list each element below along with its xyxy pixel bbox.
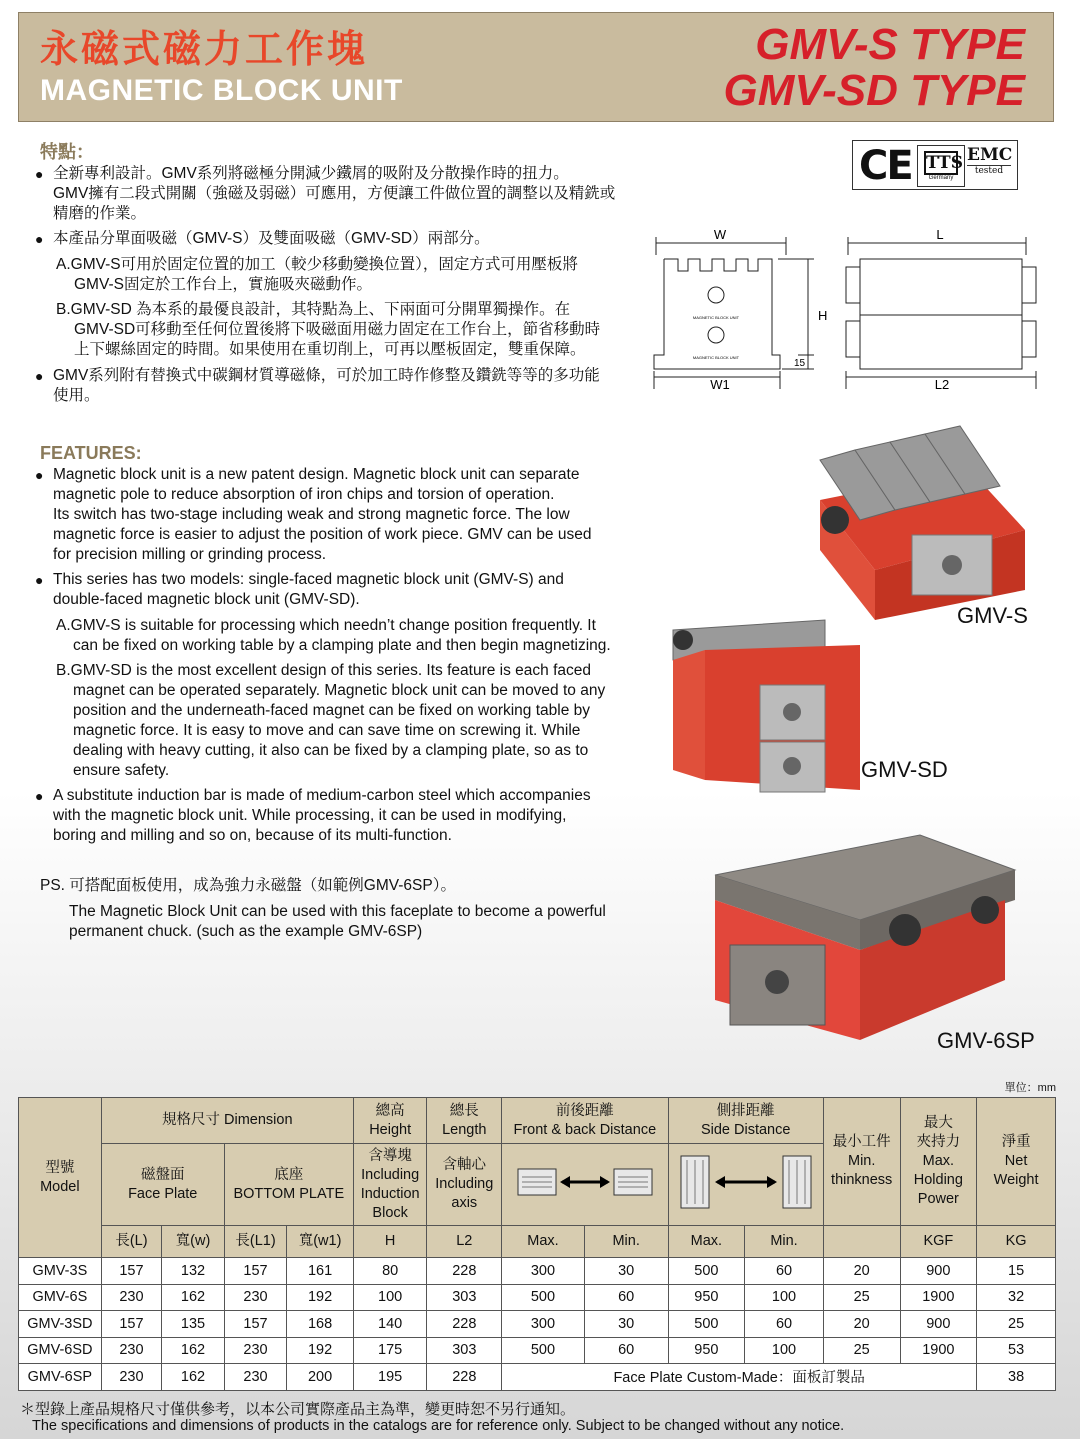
value-cell: 500 — [668, 1311, 745, 1338]
dim-l2: L2 — [934, 377, 950, 392]
zh-item-a: A.GMV-S可用於固定位置的加工（較少移動變換位置），固定方式可用壓板將 GMV-S固定於工作台上，實施吸夾磁動作。 — [56, 256, 578, 293]
zh-bullet-3: ● GMV系列附有替換式中碳鋼材質導磁條，可於加工時作修整及鑽銑等等的多功能 使用。 — [35, 367, 600, 404]
caption-gmv-sd: GMV-SD — [861, 757, 948, 782]
value-cell: 15 — [977, 1258, 1056, 1285]
value-cell: 900 — [900, 1258, 977, 1285]
specification-table — [18, 1097, 1056, 1391]
side-distance-header: 側排距離 Side Distance — [668, 1098, 823, 1144]
gmv-s-product-image — [800, 420, 1040, 630]
table-row — [19, 1364, 1056, 1391]
value-cell: 192 — [287, 1284, 354, 1311]
value-cell: 38 — [977, 1364, 1056, 1391]
ps-english: The Magnetic Block Unit can be used with this faceplate to become a powerful permanent chuck. (such as the example GMV-6SP) — [69, 903, 606, 940]
en-bullet-3: ● A substitute induction bar is made of medium-carbon steel which accompanies with the magnetic block unit. While processing, it can be used in modifying, boring and milling and so on, because of its multi-function. — [35, 787, 591, 844]
bullet-icon: ● — [35, 231, 44, 247]
value-cell: 60 — [584, 1284, 668, 1311]
bottom-plate-header: 底座 BOTTOM PLATE — [224, 1144, 353, 1226]
value-cell: 230 — [101, 1364, 162, 1391]
value-cell: 157 — [224, 1258, 287, 1285]
value-cell: 500 — [502, 1284, 585, 1311]
value-cell: 135 — [162, 1311, 225, 1338]
model-cell: GMV-6S — [19, 1284, 102, 1311]
en-bullet-2: ● This series has two models: single-faced magnetic block unit (GMV-S) and double-faced magnetic block unit (GMV-SD). — [35, 571, 564, 608]
title-english: MAGNETIC BLOCK UNIT — [40, 74, 403, 107]
caption-gmv-6sp: GMV-6SP — [937, 1028, 1035, 1053]
value-cell: 100 — [353, 1284, 427, 1311]
value-cell: 1900 — [900, 1337, 977, 1364]
value-cell: 950 — [668, 1337, 745, 1364]
value-cell: 100 — [745, 1337, 824, 1364]
en-item-a: A.GMV-S is suitable for processing which needn’t change position frequently. It can be fixed on working table by a clamping plate and then begin magnetizing. — [56, 617, 611, 654]
value-cell: 162 — [162, 1337, 225, 1364]
caption-gmv-s: GMV-S — [957, 603, 1028, 628]
value-cell: 192 — [287, 1337, 354, 1364]
max-holding-header: 最大 夾持力 Max. Holding Power — [900, 1098, 977, 1226]
value-cell: 132 — [162, 1258, 225, 1285]
length-incl-header: 含軸心 Including axis — [427, 1144, 502, 1226]
dim-w1: W1 — [710, 377, 730, 392]
value-cell: 300 — [502, 1258, 585, 1285]
value-cell: 30 — [584, 1311, 668, 1338]
value-cell: 80 — [353, 1258, 427, 1285]
model-header: 型號 Model — [19, 1098, 102, 1258]
value-cell: 228 — [427, 1258, 502, 1285]
dim-h: H — [818, 308, 828, 323]
en-bullet-1: ● Magnetic block unit is a new patent design. Magnetic block unit can separate magnetic pole to reduce absorption of iron chips and torsion of operation. Its switch has two-stage including weak and strong magnetic force. The low magnetic force is easier to adjust the position of work piece. GMV can be used for precision milling or grinding process. — [35, 466, 592, 563]
bullet-icon: ● — [35, 166, 44, 182]
gmv-sd-product-image — [665, 600, 865, 800]
bullet-icon: ● — [35, 368, 44, 384]
value-cell: 228 — [427, 1364, 502, 1391]
value-cell: 157 — [101, 1311, 162, 1338]
en-heading: FEATURES: — [40, 443, 142, 463]
emc-logo: EMC tested — [967, 145, 1013, 176]
value-cell: 228 — [427, 1311, 502, 1338]
table-row — [19, 1337, 1056, 1364]
diagram-label-bottom: MAGNETIC BLOCK UNIT — [692, 355, 740, 360]
value-cell: 60 — [745, 1311, 824, 1338]
value-cell: 230 — [101, 1337, 162, 1364]
zh-bullet-2: ● 本產品分單面吸磁（GMV-S）及雙面吸磁（GMV-SD）兩部分。 — [35, 230, 490, 247]
table-row — [19, 1258, 1056, 1285]
table-row — [19, 1284, 1056, 1311]
side-distance-diagram — [668, 1144, 823, 1226]
value-cell: 500 — [502, 1337, 585, 1364]
value-cell: 60 — [584, 1337, 668, 1364]
footnote-english: The specifications and dimensions of products in the catalogs are for reference only. Subject to be changed without any notice. — [32, 1418, 845, 1434]
value-cell: 20 — [823, 1311, 900, 1338]
value-cell: 230 — [224, 1284, 287, 1311]
bullet-icon: ● — [35, 788, 44, 804]
model-cell: GMV-3S — [19, 1258, 102, 1285]
value-cell: 53 — [977, 1337, 1056, 1364]
value-cell: 157 — [101, 1258, 162, 1285]
value-cell: 175 — [353, 1337, 427, 1364]
value-cell: 303 — [427, 1284, 502, 1311]
value-cell: 60 — [745, 1258, 824, 1285]
gmv-6sp-product-image — [700, 830, 1030, 1050]
type-gmv-s: GMV-S TYPE — [755, 20, 1025, 69]
value-cell: 25 — [977, 1311, 1056, 1338]
ce-mark: CE — [859, 143, 912, 189]
model-cell: GMV-6SD — [19, 1337, 102, 1364]
unit-label: 單位：mm — [1004, 1082, 1056, 1094]
value-cell: 500 — [668, 1258, 745, 1285]
value-cell: 168 — [287, 1311, 354, 1338]
units-row: 長(L) 寬(w) 長(L1) 寬(w1) H L2 Max. Min. Max. Min. KGF KG — [19, 1226, 1056, 1258]
value-cell: 161 — [287, 1258, 354, 1285]
length-header: 總長 Length — [427, 1098, 502, 1144]
model-cell: GMV-3SD — [19, 1311, 102, 1338]
value-cell: 25 — [823, 1284, 900, 1311]
height-header: 總高 Height — [353, 1098, 427, 1144]
value-cell: 195 — [353, 1364, 427, 1391]
en-item-b: B.GMV-SD is the most excellent design of this series. Its feature is each faced magnet can be operated separately. Magnetic block unit can be moved to any position and the underneath-faced magnet can be fixed on working table by magnetic force. It is easy to move and can save time on screwing it. While dealing with heavy cutting, it also can be fixed by a clamping plate, so as to ensure safety. — [56, 662, 606, 779]
dimension-diagram — [648, 225, 1040, 405]
value-cell: 30 — [584, 1258, 668, 1285]
value-cell: 950 — [668, 1284, 745, 1311]
value-cell: 303 — [427, 1337, 502, 1364]
model-cell: GMV-6SP — [19, 1364, 102, 1391]
diagram-label-top: MAGNETIC BLOCK UNIT — [692, 315, 740, 320]
value-cell: 162 — [162, 1364, 225, 1391]
bullet-icon: ● — [35, 467, 44, 483]
value-cell: 900 — [900, 1311, 977, 1338]
dim-l: L — [936, 227, 944, 242]
type-gmv-sd: GMV-SD TYPE — [723, 66, 1025, 115]
zh-bullet-1: ● 全新專利設計。GMV系列將磁極分開減少鐵屑的吸附及分散操作時的扭力。 GMV擁有二段式開關（強磁及弱磁）可應用，方便讓工件做位置的調整以及精銑或 精磨的作業。 — [35, 165, 616, 222]
value-cell: 32 — [977, 1284, 1056, 1311]
table-row — [19, 1311, 1056, 1338]
custom-made-note: Face Plate Custom-Made：面板訂製品 — [502, 1364, 977, 1391]
value-cell: 230 — [224, 1364, 287, 1391]
ps-chinese: PS. 可搭配面板使用，成為強力永磁盤（如範例GMV-6SP）。 — [40, 877, 456, 894]
value-cell: 230 — [224, 1337, 287, 1364]
min-thickness-header: 最小工件 Min. thinkness — [823, 1098, 900, 1226]
value-cell: 20 — [823, 1258, 900, 1285]
tts-logo: TTS Germany — [917, 145, 965, 187]
value-cell: 140 — [353, 1311, 427, 1338]
value-cell: 200 — [287, 1364, 354, 1391]
dimension-header: 規格尺寸 Dimension — [101, 1098, 353, 1144]
bullet-icon: ● — [35, 572, 44, 588]
front-back-diagram — [502, 1144, 668, 1226]
value-cell: 162 — [162, 1284, 225, 1311]
net-weight-header: 淨重 Net Weight — [977, 1098, 1056, 1226]
zh-heading: 特點： — [40, 142, 94, 162]
value-cell: 100 — [745, 1284, 824, 1311]
footnote-chinese: ＊型錄上產品規格尺寸僅供參考，以本公司實際產品主為準，變更時恕不另行通知。 — [20, 1401, 576, 1418]
face-plate-header: 磁盤面 Face Plate — [101, 1144, 224, 1226]
height-incl-header: 含導塊 Including Induction Block — [353, 1144, 427, 1226]
zh-item-b: B.GMV-SD 為本系的最優良設計，其特點為上、下兩面可分開單獨操作。在 GMV-SD可移動至任何位置後將下吸磁面用磁力固定在工作台上，節省移動時 上下螺絲固定的時間。如果使用在重切削上，可再以壓板固定，雙重保障。 — [56, 301, 601, 358]
value-cell: 230 — [101, 1284, 162, 1311]
value-cell: 1900 — [900, 1284, 977, 1311]
value-cell: 25 — [823, 1337, 900, 1364]
dim-15: 15 — [794, 358, 806, 369]
front-back-header: 前後距離 Front & back Distance — [502, 1098, 668, 1144]
value-cell: 300 — [502, 1311, 585, 1338]
value-cell: 157 — [224, 1311, 287, 1338]
certification-logos — [852, 140, 1018, 190]
dim-w: W — [713, 227, 727, 242]
title-chinese: 永磁式磁力工作塊 — [40, 26, 369, 71]
